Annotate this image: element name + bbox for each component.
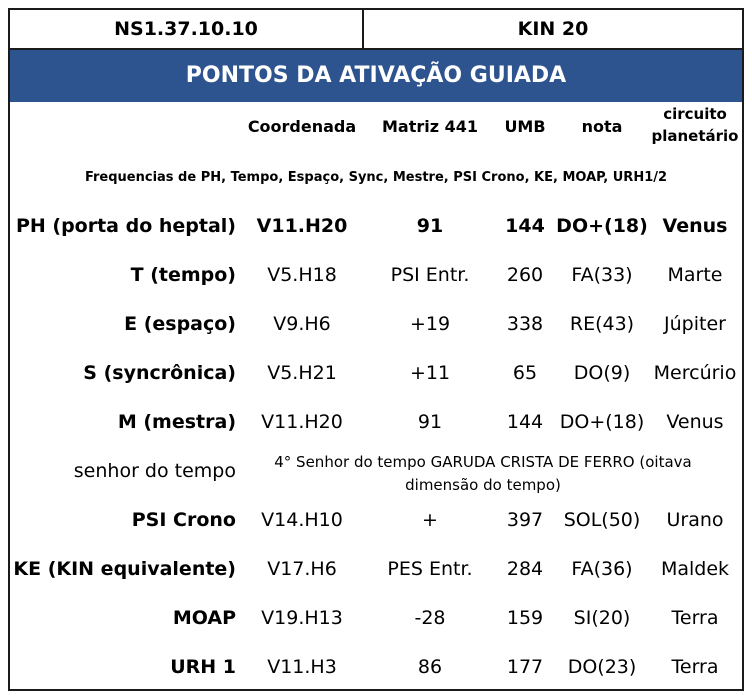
column-header-circuit: [648, 103, 742, 147]
row-umb: 65: [512, 362, 538, 384]
row-coord: V11.H3: [267, 656, 337, 678]
table-row: [10, 545, 742, 594]
row-label: KE (KIN equivalente): [13, 558, 236, 580]
table-row: [10, 300, 742, 349]
row-matrix: -28: [414, 607, 446, 629]
column-header-coord: Coordenada: [247, 117, 357, 136]
header-ns-code: NS1.37.10.10: [10, 10, 364, 48]
row-label: MOAP: [172, 607, 236, 629]
row-umb: 260: [506, 264, 544, 286]
row-circuit: Júpiter: [664, 313, 726, 335]
activation-table: [8, 8, 744, 691]
row-nota: RE(43): [569, 313, 635, 335]
row-label: URH 1: [170, 656, 236, 678]
row-label: T (tempo): [130, 264, 236, 286]
row-circuit: Marte: [667, 264, 723, 286]
table-row: [10, 251, 742, 300]
row-nota: DO(23): [567, 656, 637, 678]
row-umb: 144: [505, 215, 545, 237]
row-nota: SI(20): [573, 607, 631, 629]
row-matrix: PES Entr.: [387, 558, 473, 580]
row-umb: 338: [506, 313, 544, 335]
frequencies-note: Frequencias de PH, Tempo, Espaço, Sync, Mestre, PSI Crono, KE, MOAP, URH1/2: [84, 170, 668, 185]
table-row: [10, 496, 742, 545]
row-circuit: Urano: [666, 509, 724, 531]
row-coord: V17.H6: [267, 558, 337, 580]
row-matrix: 91: [417, 411, 443, 433]
row-coord: V5.H18: [267, 264, 337, 286]
table-row: [10, 398, 742, 447]
row-label: PH (porta do heptal): [15, 215, 236, 237]
row-coord: V11.H20: [256, 215, 348, 237]
row-nota: FA(33): [571, 264, 633, 286]
row-umb: 177: [506, 656, 544, 678]
row-coord: V9.H6: [273, 313, 331, 335]
row-label: PSI Crono: [131, 509, 236, 531]
row-label: S (syncrônica): [83, 362, 236, 384]
section-title-banner: PONTOS DA ATIVAÇÃO GUIADA: [10, 50, 742, 102]
row-nota: FA(36): [571, 558, 633, 580]
row-circuit: Venus: [666, 411, 724, 433]
row-coord: V5.H21: [267, 362, 337, 384]
row-nota: DO(9): [573, 362, 631, 384]
row-coord: V19.H13: [261, 607, 343, 629]
row-matrix: +11: [409, 362, 451, 384]
senhor-do-tempo-note: 4° Senhor do tempo GARUDA CRISTA DE FERRO (oitava dimensão do tempo): [274, 453, 692, 494]
row-label: E (espaço): [124, 313, 236, 335]
row-matrix: 86: [417, 656, 443, 678]
row-nota: DO+(18): [556, 215, 648, 237]
column-header-umb: UMB: [504, 117, 546, 136]
row-circuit: Terra: [671, 656, 719, 678]
row-label: senhor do tempo: [73, 460, 236, 482]
column-header-circuit-line1: circuito: [663, 105, 727, 123]
row-matrix: +: [422, 509, 438, 531]
table-row-senhor-do-tempo: [10, 447, 742, 499]
row-coord: V11.H20: [261, 411, 343, 433]
table-row: [10, 349, 742, 398]
header-row: [10, 10, 742, 50]
row-umb: 159: [506, 607, 544, 629]
header-kin: KIN 20: [517, 18, 589, 40]
row-umb: 397: [506, 509, 544, 531]
row-circuit: Maldek: [660, 558, 730, 580]
table-row: [10, 594, 742, 643]
column-header-nota: nota: [581, 117, 623, 136]
row-circuit: Venus: [662, 215, 728, 237]
row-umb: 144: [506, 411, 544, 433]
row-matrix: 91: [416, 215, 444, 237]
row-nota: SOL(50): [563, 509, 641, 531]
row-circuit: Mercúrio: [653, 362, 737, 384]
column-header-circuit-line2: planetário: [651, 127, 739, 145]
row-circuit: Terra: [671, 607, 719, 629]
row-matrix: +19: [409, 313, 451, 335]
table-row: [10, 643, 742, 692]
column-header-matrix: Matriz 441: [381, 117, 479, 136]
row-nota: DO+(18): [559, 411, 645, 433]
row-matrix: PSI Entr.: [390, 264, 470, 286]
table-row: [10, 202, 742, 251]
row-label: M (mestra): [117, 411, 236, 433]
row-umb: 284: [506, 558, 544, 580]
row-coord: V14.H10: [261, 509, 343, 531]
